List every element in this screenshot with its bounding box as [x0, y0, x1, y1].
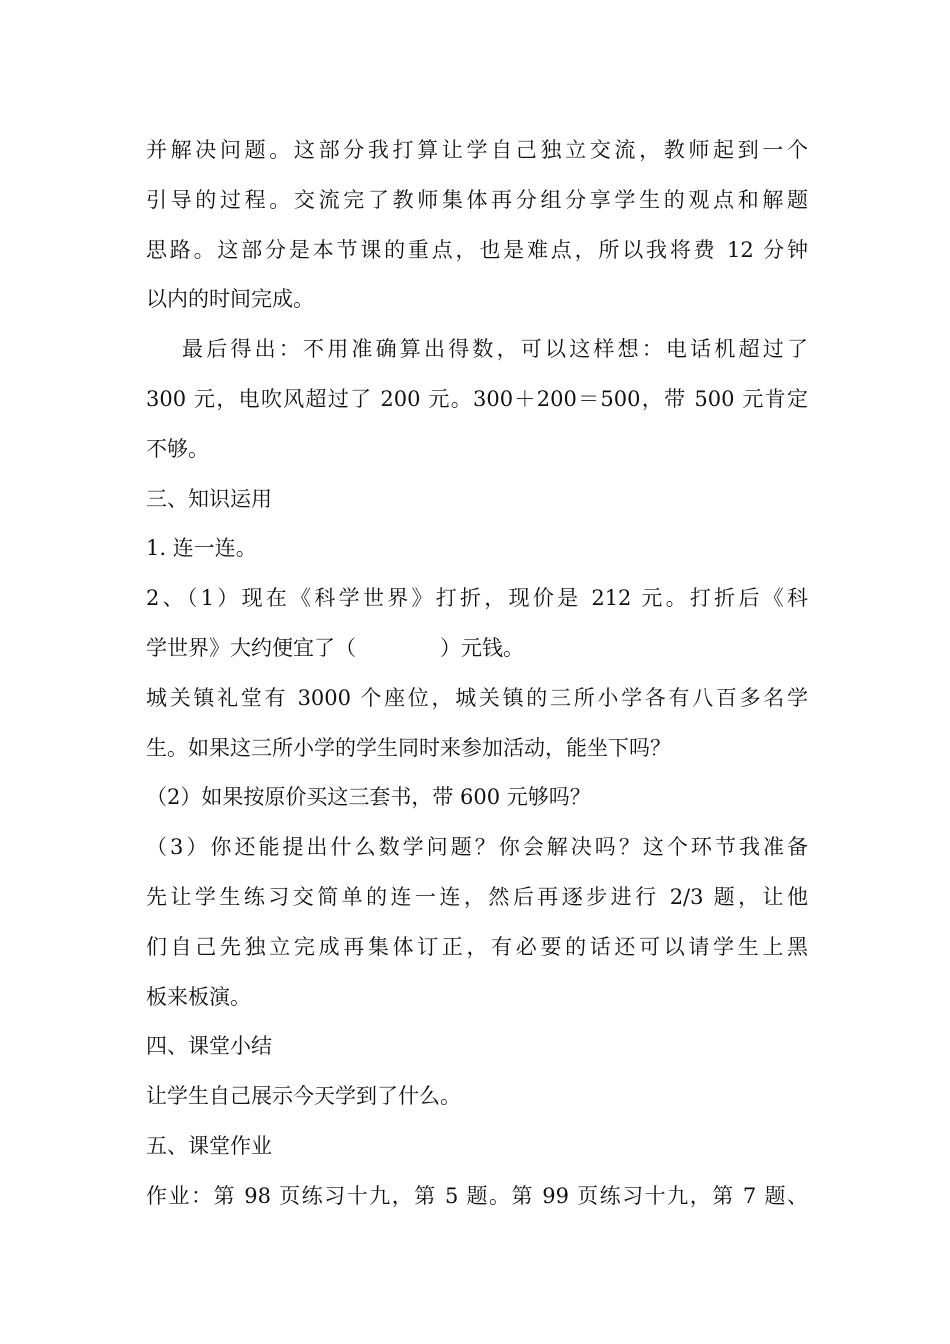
text-line: 300 元，电吹风超过了 200 元。300＋200＝500，带 500 元肯定 [146, 386, 808, 411]
text-line: 并解决问题。这部分我打算让学自己独立交流，教师起到一个 [146, 138, 808, 162]
text-line: 作业：第 98 页练习十九，第 5 题。第 99 页练习十九，第 7 题、 [146, 1183, 808, 1208]
text-line: 先让学生练习交简单的连一连，然后再逐步进行 2/3 题，让他 [146, 884, 808, 909]
document-body [146, 126, 808, 1222]
text-line: （3）你还能提出什么数学问题？你会解决吗？这个环节我准备 [146, 835, 808, 860]
text-line: 生。如果这三所小学的学生同时来参加活动，能坐下吗？ [146, 735, 671, 760]
text-line: 2、（1）现在《科学世界》打折，现价是 212 元。打折后《科 [146, 586, 808, 611]
text-line: 不够。 [146, 436, 209, 461]
text-line: 引导的过程。交流完了教师集体再分组分享学生的观点和解题 [146, 187, 808, 212]
text-line: 最后得出：不用准确算出得数，可以这样想：电话机超过了 [182, 337, 808, 362]
text-line: 学世界》大约便宜了（ ）元钱。 [146, 635, 524, 660]
text-line: 三、知识运用 [146, 486, 272, 511]
text-line: 1. 连一连。 [146, 536, 257, 561]
text-line: 让学生自己展示今天学到了什么。 [146, 1084, 461, 1109]
text-line: 思路。这部分是本节课的重点，也是难点，所以我将费 12 分钟 [146, 237, 808, 262]
text-line: 四、课堂小结 [146, 1034, 272, 1059]
text-line: 板来板演。 [146, 984, 251, 1009]
text-line: 们自己先独立完成再集体订正，有必要的话还可以请学生上黑 [146, 934, 808, 959]
text-line: 以内的时间完成。 [146, 287, 314, 312]
text-line: 五、课堂作业 [146, 1133, 272, 1158]
text-line: 城关镇礼堂有 3000 个座位，城关镇的三所小学各有八百多名学 [146, 685, 808, 710]
text-line: （2）如果按原价买这三套书，带 600 元够吗？ [146, 785, 591, 810]
